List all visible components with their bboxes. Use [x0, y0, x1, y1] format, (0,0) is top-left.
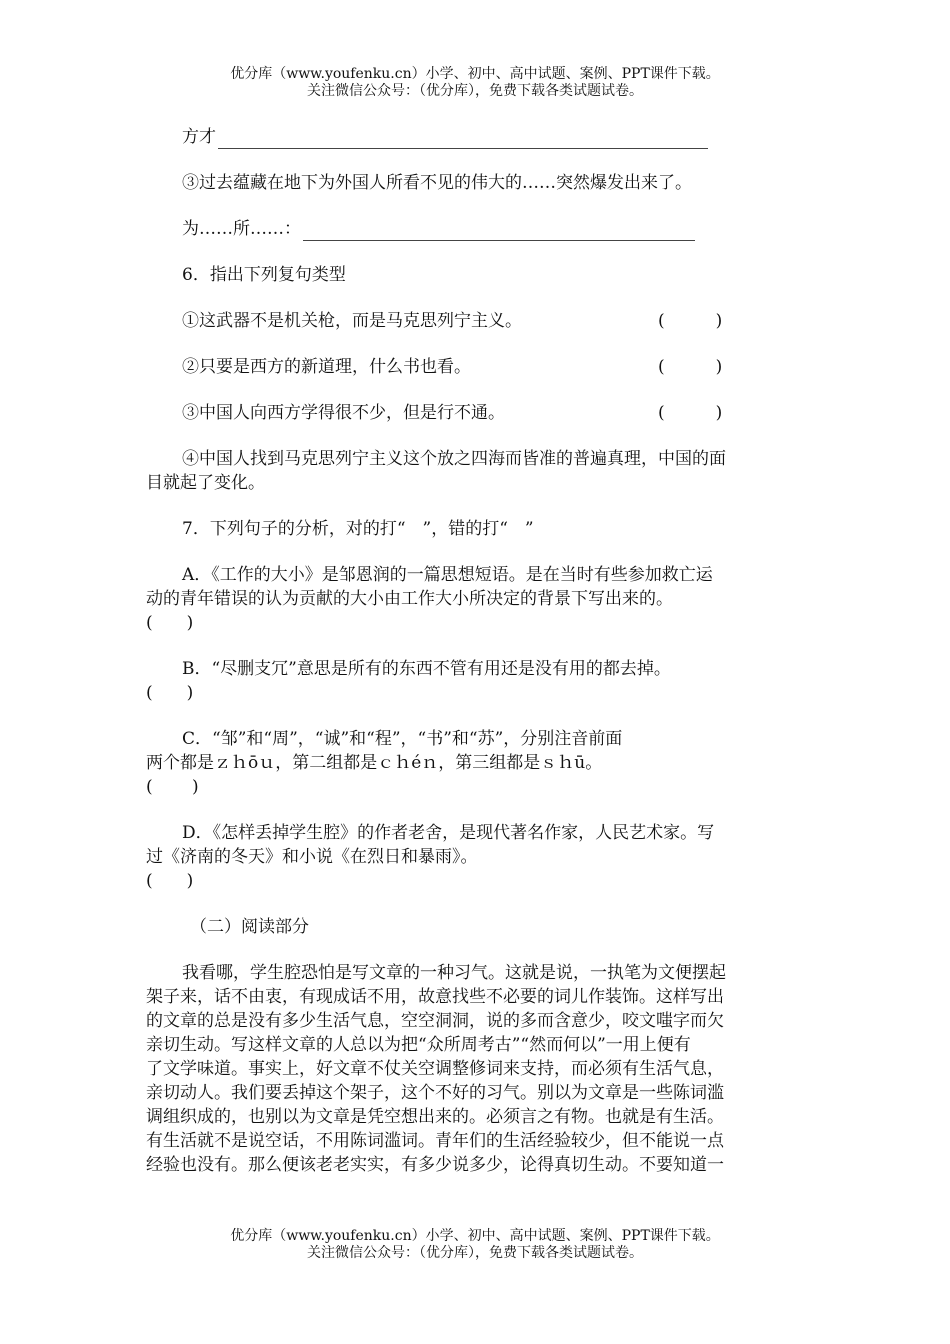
page-header	[0, 66, 950, 100]
item-3: ③过去蕴藏在地下为外国人所看不见的伟大的……突然爆发出来了。	[182, 173, 692, 193]
header-line-1: 优分库（www.youfenku.cn）小学、初中、高中试题、案例、PPT课件下载。	[230, 66, 720, 82]
page-footer	[0, 1228, 950, 1262]
reading-line: 的文章的总是没有多少生活气息，空空洞洞，说的多而含意少，咬文嗤字而欠	[146, 1011, 724, 1031]
reading-line: 了文学味道。事实上，好文章不仗关空调整修词来支持，而必须有生活气息，	[146, 1059, 724, 1079]
fill-line-weisuo	[146, 217, 802, 241]
fangcai-label: 方才	[182, 127, 216, 147]
reading-line: 亲切动人。我们要丢掉这个架子，这个不好的习气。别以为文章是一些陈词滥	[146, 1083, 724, 1103]
question-7-title: 7．下列句子的分析，对的打“ ”，错的打“ ”	[182, 519, 534, 539]
q7-option-c-line-2: 两个都是ｚｈōｕ，第二组都是ｃｈéｎ，第三组都是ｓｈū。	[146, 753, 603, 773]
q6-item-2-text: ②只要是西方的新道理，什么书也看。	[182, 357, 471, 377]
header-line-2: 关注微信公众号：（优分库），免费下载各类试题试卷。	[307, 83, 643, 99]
answer-paren: ( )	[658, 357, 723, 377]
q7-option-c-paren: ( )	[146, 777, 199, 797]
q7-option-d-line-2: 过《济南的冬天》和小说《在烈日和暴雨》。	[146, 847, 478, 867]
q7-option-a-line-1: A．《工作的大小》是邹恩润的一篇思想短语。是在当时有些参加救亡运	[182, 565, 713, 585]
weisuo-label: 为……所……：	[182, 219, 301, 239]
answer-blank	[218, 130, 708, 149]
q6-item-4-line-1: ④中国人找到马克思列宁主义这个放之四海而皆准的普遍真理，中国的面	[182, 449, 726, 469]
answer-paren: ( )	[658, 403, 723, 423]
footer-line-2: 关注微信公众号：（优分库），免费下载各类试题试卷。	[307, 1245, 643, 1261]
answer-blank	[303, 222, 695, 241]
q7-option-a-line-2: 动的青年错误的认为贡献的大小由工作大小所决定的背景下写出来的。	[146, 589, 673, 609]
footer-line-1: 优分库（www.youfenku.cn）小学、初中、高中试题、案例、PPT课件下载。	[230, 1228, 720, 1244]
reading-line: 我看哪，学生腔恐怕是写文章的一种习气。这就是说，一执笔为文便摆起	[182, 963, 726, 983]
answer-paren: ( )	[658, 311, 723, 331]
reading-line: 经验也没有。那么便该老老实实，有多少说多少，论得真切生动。不要知道一	[146, 1155, 724, 1175]
reading-line: 架子来，话不由衷，有现成话不用，故意找些不必要的词儿作装饰。这样写出	[146, 987, 724, 1007]
q6-item-1-text: ①这武器不是机关枪，而是马克思列宁主义。	[182, 311, 522, 331]
q7-option-b-paren: ( )	[146, 683, 194, 703]
q6-item-1	[146, 309, 802, 333]
q7-option-c-line-1: C．“邹”和“周”，“诚”和“程”，“书”和“苏”，分别注音前面	[182, 729, 623, 749]
reading-line: 有生活就不是说空话，不用陈词滥词。青年们的生活经验较少，但不能说一点	[146, 1131, 724, 1151]
question-6-title: 6．指出下列复句类型	[182, 265, 346, 285]
q7-option-a-paren: ( )	[146, 613, 194, 633]
q7-option-d-line-1: D．《怎样丢掉学生腔》的作者老舍，是现代著名作家，人民艺术家。写	[182, 823, 715, 843]
reading-passage	[146, 961, 802, 1177]
reading-line: 亲切生动。写这样文章的人总以为把“众所周考古”“然而何以”一用上便有	[146, 1035, 691, 1055]
section-2-heading: （二）阅读部分	[190, 917, 309, 937]
q6-item-3-text: ③中国人向西方学得很不少，但是行不通。	[182, 403, 505, 423]
q6-item-2	[146, 355, 802, 379]
q6-item-4-line-2: 目就起了变化。	[146, 473, 265, 493]
q7-option-b-line-1: B．“尽删支冗”意思是所有的东西不管有用还是没有用的都去掉。	[182, 659, 671, 679]
document-body	[146, 125, 802, 1177]
q7-option-d-paren: ( )	[146, 871, 194, 891]
fill-line-fangcai	[146, 125, 802, 149]
reading-line: 调组织成的，也别以为文章是凭空想出来的。必须言之有物。也就是有生活。	[146, 1107, 724, 1127]
q6-item-3	[146, 401, 802, 425]
